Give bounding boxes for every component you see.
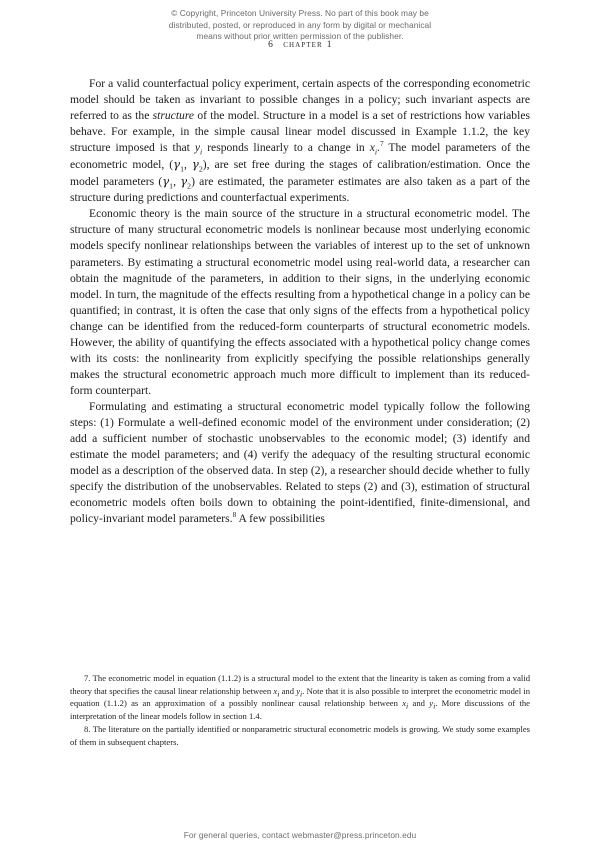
footnote-7-var-x-1: x: [273, 685, 278, 696]
p3-text-a: Formulating and estimating a structural econometric model typically follow the following steps: (1) Formulate a well-defined economic model of the environment under consideration; (2) add a sufficient number of stochastic unobservables to the economic model; (3) identify and estimate the model parameters; and (4) verify the adequacy of the resulting structural economic model as a description of the observed data. In step (2), a researcher should decide whether to fully specify the distribution of the unobservables. Related to steps (2) and (3), estimation of structural econometric models often boils down to obtaining the point-identified, finite-dimensional, and policy-invariant model parameters.: [70, 399, 530, 526]
footnote-7-var-y-2: y: [429, 698, 434, 709]
footnote-7-var-x-2: x: [402, 698, 407, 709]
p1-text-b: of the model. Structure in a model is a set of restrictions how variables behave. For example, in the simple causal linear model discussed in Example 1.1.2, the key structure imposed is that: [70, 109, 530, 155]
footnote-8: [70, 723, 530, 748]
p1-gamma-2: γ: [191, 157, 199, 172]
p1-text-f: ), are set free during the stages of calibration/estimation. Once the model parameters (: [70, 158, 530, 189]
p1-var-y: y: [194, 141, 201, 155]
footnote-7: [70, 672, 530, 722]
chapter-label: chapter: [283, 40, 323, 50]
copyright-line-3: means without prior written permission of the publisher.: [196, 31, 404, 41]
p1-gamma-3-subscript: 1: [169, 181, 174, 191]
footnote-7-text-b: and: [279, 685, 297, 696]
p1-gamma-4: γ: [180, 174, 188, 189]
footnote-7-text-c: . Note that it is also possible to interpret the econometric model in equation (1.1.2) as an approximation of a possibly nonlinear causal relationship between: [70, 685, 530, 709]
p3-text-b: A few possibilities: [236, 512, 325, 526]
p1-text-c: responds linearly to a change in: [202, 141, 370, 155]
footnote-7-var-y-2-sub: i: [433, 701, 436, 711]
footnote-7-var-x-2-sub: i: [406, 701, 409, 711]
footnotes-block: [70, 672, 530, 749]
copyright-line-2: distributed, posted, or reproduced in any form by digital or mechanical: [168, 19, 432, 30]
footnote-7-text-d: . More discussions of the interpretation of the linear models follow in section 1.4.: [70, 698, 530, 721]
footnote-8-number: 8.: [84, 724, 91, 735]
page-body: [70, 76, 530, 527]
footnote-8-text: The literature on the partially identified or nonparametric structural econometric models is growing. We study some examples of them in subsequent chapters.: [70, 724, 530, 747]
p1-gamma-3: γ: [162, 174, 170, 189]
chapter-number: 1: [326, 40, 332, 50]
footnote-7-text-b2: and: [408, 698, 430, 709]
p1-gamma-4-subscript: 2: [187, 181, 192, 191]
p1-gamma-sep-2: ,: [173, 175, 181, 189]
page-number: 6: [268, 40, 274, 50]
footnote-7-number: 7.: [84, 673, 91, 683]
body-paragraph-3: [70, 399, 530, 527]
body-paragraph-2: Economic theory is the main source of the structure in a structural econometric model. The structure of many structural econometric models is nonlinear because most underlying economic models specify nonlinear relationships between the variables of interest up to the set of unknown parameters. By estimating a structural econometric model using real-world data, a researcher can obtain the magnitude of the parameters, in addition to their signs, in the underlying economic model. In turn, the magnitude of the effects resulting from a hypothetical change in a policy can be quantified; in contrast, it is often the case that only signs of the effects from a hypothetical policy change can be identified from the reduced-form counterparts of structural econometric models. However, the ability of quantifying the effects associated with a hypothetical policy change comes with its costs: the nonlinearity from explicitly specifying the possible relationships generally makes the structural econometric approach much more difficult to implement than its reduced-form counterpart.: [70, 207, 530, 397]
footnote-reference-7[interactable]: 7: [379, 139, 384, 149]
body-paragraph-1: [70, 76, 530, 206]
p1-gamma-sep-1: ,: [183, 158, 192, 172]
copyright-notice: [70, 8, 530, 43]
footnote-7-var-y-1: y: [296, 685, 301, 696]
footnote-7-var-x-1-sub: i: [277, 689, 280, 699]
p1-text-e: The model parameters of the econometric model, (: [70, 141, 530, 172]
p1-italic-structure: structure: [152, 109, 195, 123]
footnote-reference-8[interactable]: 8: [232, 510, 237, 520]
page-footer: [0, 830, 600, 840]
p1-gamma-1: γ: [173, 157, 181, 172]
copyright-line-1: © Copyright, Princeton University Press. No part of this book may be: [171, 8, 429, 18]
p1-text-g: ) are estimated, the parameter estimates are also taken as a part of the structure during predictions and counterfactual experiments.: [70, 175, 530, 205]
footnote-7-text-a: The econometric model in equation (1.1.2) is a structural model to the extent that the linearity is taken as coming from a valid theory that specifies the causal linear relationship between: [70, 673, 530, 696]
p1-text-a: For a valid counterfactual policy experiment, certain aspects of the corresponding econometric model should be taken as invariant to possible changes in a policy; such invariant aspects are referred to as the: [70, 77, 530, 123]
p1-var-x: x: [369, 141, 375, 155]
footnote-7-var-y-1-sub: i: [300, 689, 303, 699]
p1-gamma-1-subscript: 1: [180, 164, 184, 174]
p1-text-d: .: [377, 141, 380, 155]
p1-var-y-subscript: i: [200, 147, 203, 157]
p1-var-x-subscript: i: [374, 147, 378, 157]
p1-gamma-2-subscript: 2: [198, 164, 203, 174]
running-head: [70, 40, 530, 50]
page-footer-text: For general queries, contact webmaster@press.princeton.edu: [183, 830, 417, 840]
